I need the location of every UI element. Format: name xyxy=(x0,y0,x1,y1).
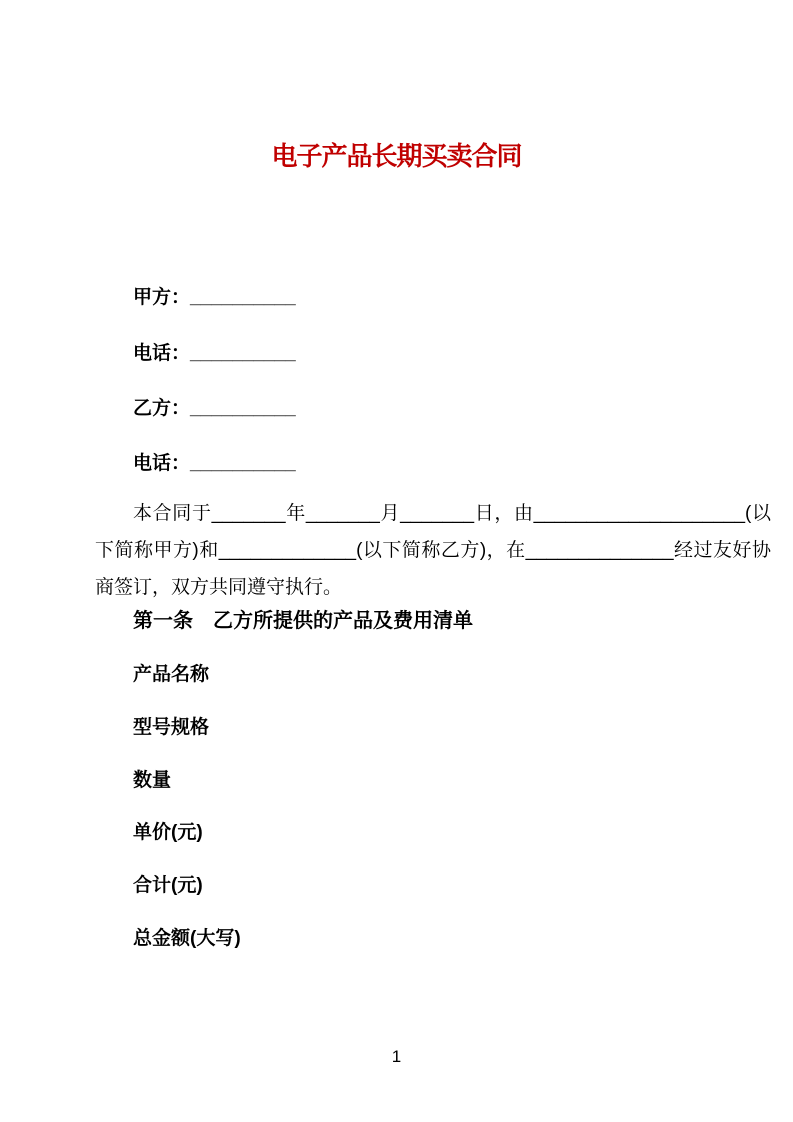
field-label-product-name: 产品名称 xyxy=(133,664,210,685)
field-label-quantity: 数量 xyxy=(133,770,172,791)
party-a-blank-line: 甲方：__________ xyxy=(133,287,296,308)
page-number: 1 xyxy=(391,1047,402,1066)
field-label-total-price: 合计(元) xyxy=(133,875,203,896)
section-1-heading: 第一条 乙方所提供的产品及费用清单 xyxy=(133,610,473,632)
document-title: 电子产品长期买卖合同 xyxy=(271,141,522,171)
field-label-total-amount-words: 总金额(大写) xyxy=(133,928,241,949)
party-a-phone-blank-line: 电话：__________ xyxy=(133,343,296,364)
field-label-model-spec: 型号规格 xyxy=(133,717,210,738)
field-label-unit-price: 单价(元) xyxy=(133,822,203,843)
party-b-blank-line: 乙方：__________ xyxy=(133,398,296,419)
party-b-phone-blank-line: 电话：__________ xyxy=(133,453,296,474)
contract-intro-paragraph: 本合同于_______年_______月_______日，由____________________(以下简称甲方)和_____________(以下简称乙方)，在______________经过友好协商签订，双方共同遵守执行。 xyxy=(95,503,771,598)
